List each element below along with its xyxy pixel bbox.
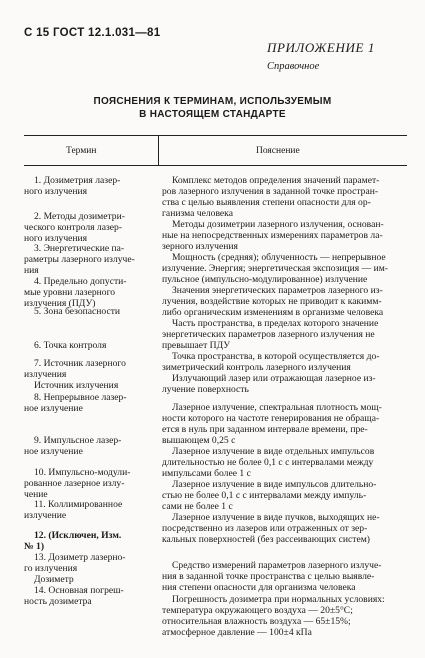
term-line: рованное лазерное излу- <box>24 478 125 489</box>
term-line: ного излучения <box>24 233 88 244</box>
explanation-line: Комплекс методов определения значений парамет- <box>172 175 380 186</box>
explanation-line: ров лазерного излучения в заданной точке простран- <box>162 186 379 197</box>
term-14 <box>24 585 158 607</box>
term-line: Дозиметр <box>34 574 74 585</box>
explanation-line: Мощность (средняя); облученность — непрерывное <box>172 252 386 263</box>
term-line: излучения <box>24 369 67 380</box>
term-line: 9. Импульсное лазер- <box>34 435 122 446</box>
explanation-line: Лазерное излучение, спектральная плотность мощ- <box>172 402 382 413</box>
term-line: 11. Коллимированное <box>34 499 123 510</box>
explanation-line: зиметрический контроль лазерного излучения <box>162 362 351 373</box>
explanation-line: импульсами более 1 с <box>162 468 251 479</box>
term-line: 7. Источник лазерного <box>34 358 126 369</box>
appendix-block <box>267 40 397 72</box>
explanation-line: ния степени опасности для организма человека <box>162 582 356 593</box>
column-header-terms: Термин <box>66 146 97 156</box>
explanation-11 <box>162 512 407 545</box>
term-line: мые уровни лазерного <box>24 287 116 298</box>
term-line: ческого контроля лазер- <box>24 222 123 233</box>
explanation-line: стью не более 0,1 с с интервалами между импуль- <box>162 490 367 501</box>
explanation-line: зерного излучения <box>162 241 238 252</box>
explanation-line: ганизма человека <box>162 208 233 219</box>
explanation-line: Часть пространства, в пределах которого значение <box>172 318 379 329</box>
explanation-line: пульсное (импульсно-модулированное) излучение <box>162 274 368 285</box>
explanation-line: энергетических параметров лазерного излучения не <box>162 329 375 340</box>
table-header-rule <box>24 165 407 166</box>
section-title <box>0 95 425 121</box>
explanation-line: Лазерное излучение в виде пучков, выходящих не- <box>172 512 380 523</box>
explanation-line: Средство измерений параметров лазерного излуче- <box>172 560 382 571</box>
term-line: 12. (Исключен, Изм. <box>34 530 122 541</box>
explanation-line: ства с целью выявления степени опасности для ор- <box>162 197 371 208</box>
explanation-line: Значения энергетических параметров лазерного из- <box>172 285 383 296</box>
page-header: С 15 ГОСТ 12.1.031—81 <box>24 27 161 39</box>
term-line: 2. Методы дозиметри- <box>34 211 125 222</box>
term-line: чение <box>24 489 48 500</box>
table-header-divider <box>158 135 159 165</box>
explanation-line: вышающем 0,25 с <box>162 435 236 446</box>
section-title-line-1: ПОЯСНЕНИЯ К ТЕРМИНАМ, ИСПОЛЬЗУЕМЫМ <box>93 96 332 107</box>
explanation-10 <box>162 479 407 512</box>
explanation-1 <box>162 175 407 219</box>
term-5 <box>24 306 158 317</box>
explanation-line: Лазерное излучение в виде отдельных импульсов <box>172 446 375 457</box>
term-13 <box>24 552 158 585</box>
explanation-line: посредственно из лазеров или отраженных от зер- <box>162 523 368 534</box>
term-line: излучение <box>24 510 67 521</box>
explanation-line: атмосферное давление — 100±4 кПа <box>162 627 312 638</box>
term-line: 4. Предельно допусти- <box>34 276 127 287</box>
explanation-4 <box>162 285 407 318</box>
term-line: 10. Импульсно-модули- <box>34 467 131 478</box>
explanation-line: превышает ПДУ <box>162 340 231 351</box>
term-line: 1. Дозиметрия лазер- <box>34 175 121 186</box>
term-3 <box>24 243 158 276</box>
explanation-line: ные на непосредственных измерениях параметров ла- <box>162 230 383 241</box>
explanation-line: ется в нуль при заданном интервале времени, пре- <box>162 424 368 435</box>
explanation-line: Точка пространства, в которой осуществляется до- <box>172 351 380 362</box>
explanation-line: относительная влажность воздуха — 65±15%; <box>162 616 351 627</box>
table-top-rule <box>24 135 407 136</box>
term-line: ного излучения <box>24 186 88 197</box>
term-line: ность дозиметра <box>24 596 92 607</box>
explanation-line: Излучающий лазер или отражающая лазерное из- <box>172 373 376 384</box>
explanation-line: сами не более 1 с <box>162 501 233 512</box>
term-line: 13. Дозиметр лазерно- <box>34 552 126 563</box>
appendix-title: ПРИЛОЖЕНИЕ 1 <box>267 40 375 55</box>
section-title-line-2: В НАСТОЯЩЕМ СТАНДАРТЕ <box>139 109 286 120</box>
explanation-line: Лазерное излучение в виде импульсов длительно- <box>172 479 377 490</box>
term-line: 8. Непрерывное лазер- <box>34 392 127 403</box>
explanation-3 <box>162 252 407 285</box>
term-10 <box>24 467 158 500</box>
explanation-line: длительностью не более 0,1 с с интервалами между <box>162 457 374 468</box>
explanation-8 <box>162 402 407 446</box>
appendix-subtitle: Справочное <box>267 61 320 72</box>
term-4 <box>24 276 158 309</box>
explanation-7 <box>162 373 407 395</box>
term-7 <box>24 358 158 391</box>
term-12 <box>24 530 158 552</box>
explanation-14 <box>162 594 407 638</box>
explanation-line: ния в заданной точке пространства с целью выявле- <box>162 571 375 582</box>
explanation-2 <box>162 219 407 252</box>
term-line: раметры лазерного излуче- <box>24 254 135 265</box>
term-line: го излучения <box>24 563 78 574</box>
explanation-line: либо органическим изменениям в организме человека <box>162 307 384 318</box>
term-line: ное излучение <box>24 446 83 457</box>
explanation-line: излучение. Энергия; энергетическая экспозиция — им- <box>162 263 388 274</box>
term-line: 14. Основная погреш- <box>34 585 124 596</box>
term-line: 6. Точка контроля <box>34 340 107 351</box>
term-line: ное излучение <box>24 403 83 414</box>
explanation-line: лучения, воздействие которых не приводит к какимм- <box>162 296 382 307</box>
term-8 <box>24 392 158 414</box>
explanation-line: лучение поверхность <box>162 384 249 395</box>
term-9 <box>24 435 158 457</box>
explanation-line: Погрешность дозиметра при нормальных условиях: <box>172 594 385 605</box>
term-line: 5. Зона безопасности <box>34 306 121 317</box>
term-line: 3. Энергетические па- <box>34 243 125 254</box>
explanation-5 <box>162 318 407 351</box>
explanation-line: температура окружающего воздуха — 20±5°С; <box>162 605 353 616</box>
term-line: Источник излучения <box>34 380 119 391</box>
term-11 <box>24 499 158 521</box>
column-header-explanations: Пояснение <box>256 146 300 156</box>
explanation-13 <box>162 560 407 593</box>
explanation-9 <box>162 446 407 479</box>
term-line: ния <box>24 265 39 276</box>
term-2 <box>24 211 158 244</box>
term-line: № 1) <box>24 541 45 552</box>
term-1 <box>24 175 158 197</box>
explanation-line: кальных поверхностей (без рассеивающих систем) <box>162 534 370 545</box>
term-6 <box>24 340 158 351</box>
explanation-line: ности которого на частоте генерирования не обраща- <box>162 413 380 424</box>
explanation-line: Методы дозиметрии лазерного излучения, основан- <box>172 219 384 230</box>
explanation-6 <box>162 351 407 373</box>
term-line: излучения (ПДУ) <box>24 298 96 309</box>
